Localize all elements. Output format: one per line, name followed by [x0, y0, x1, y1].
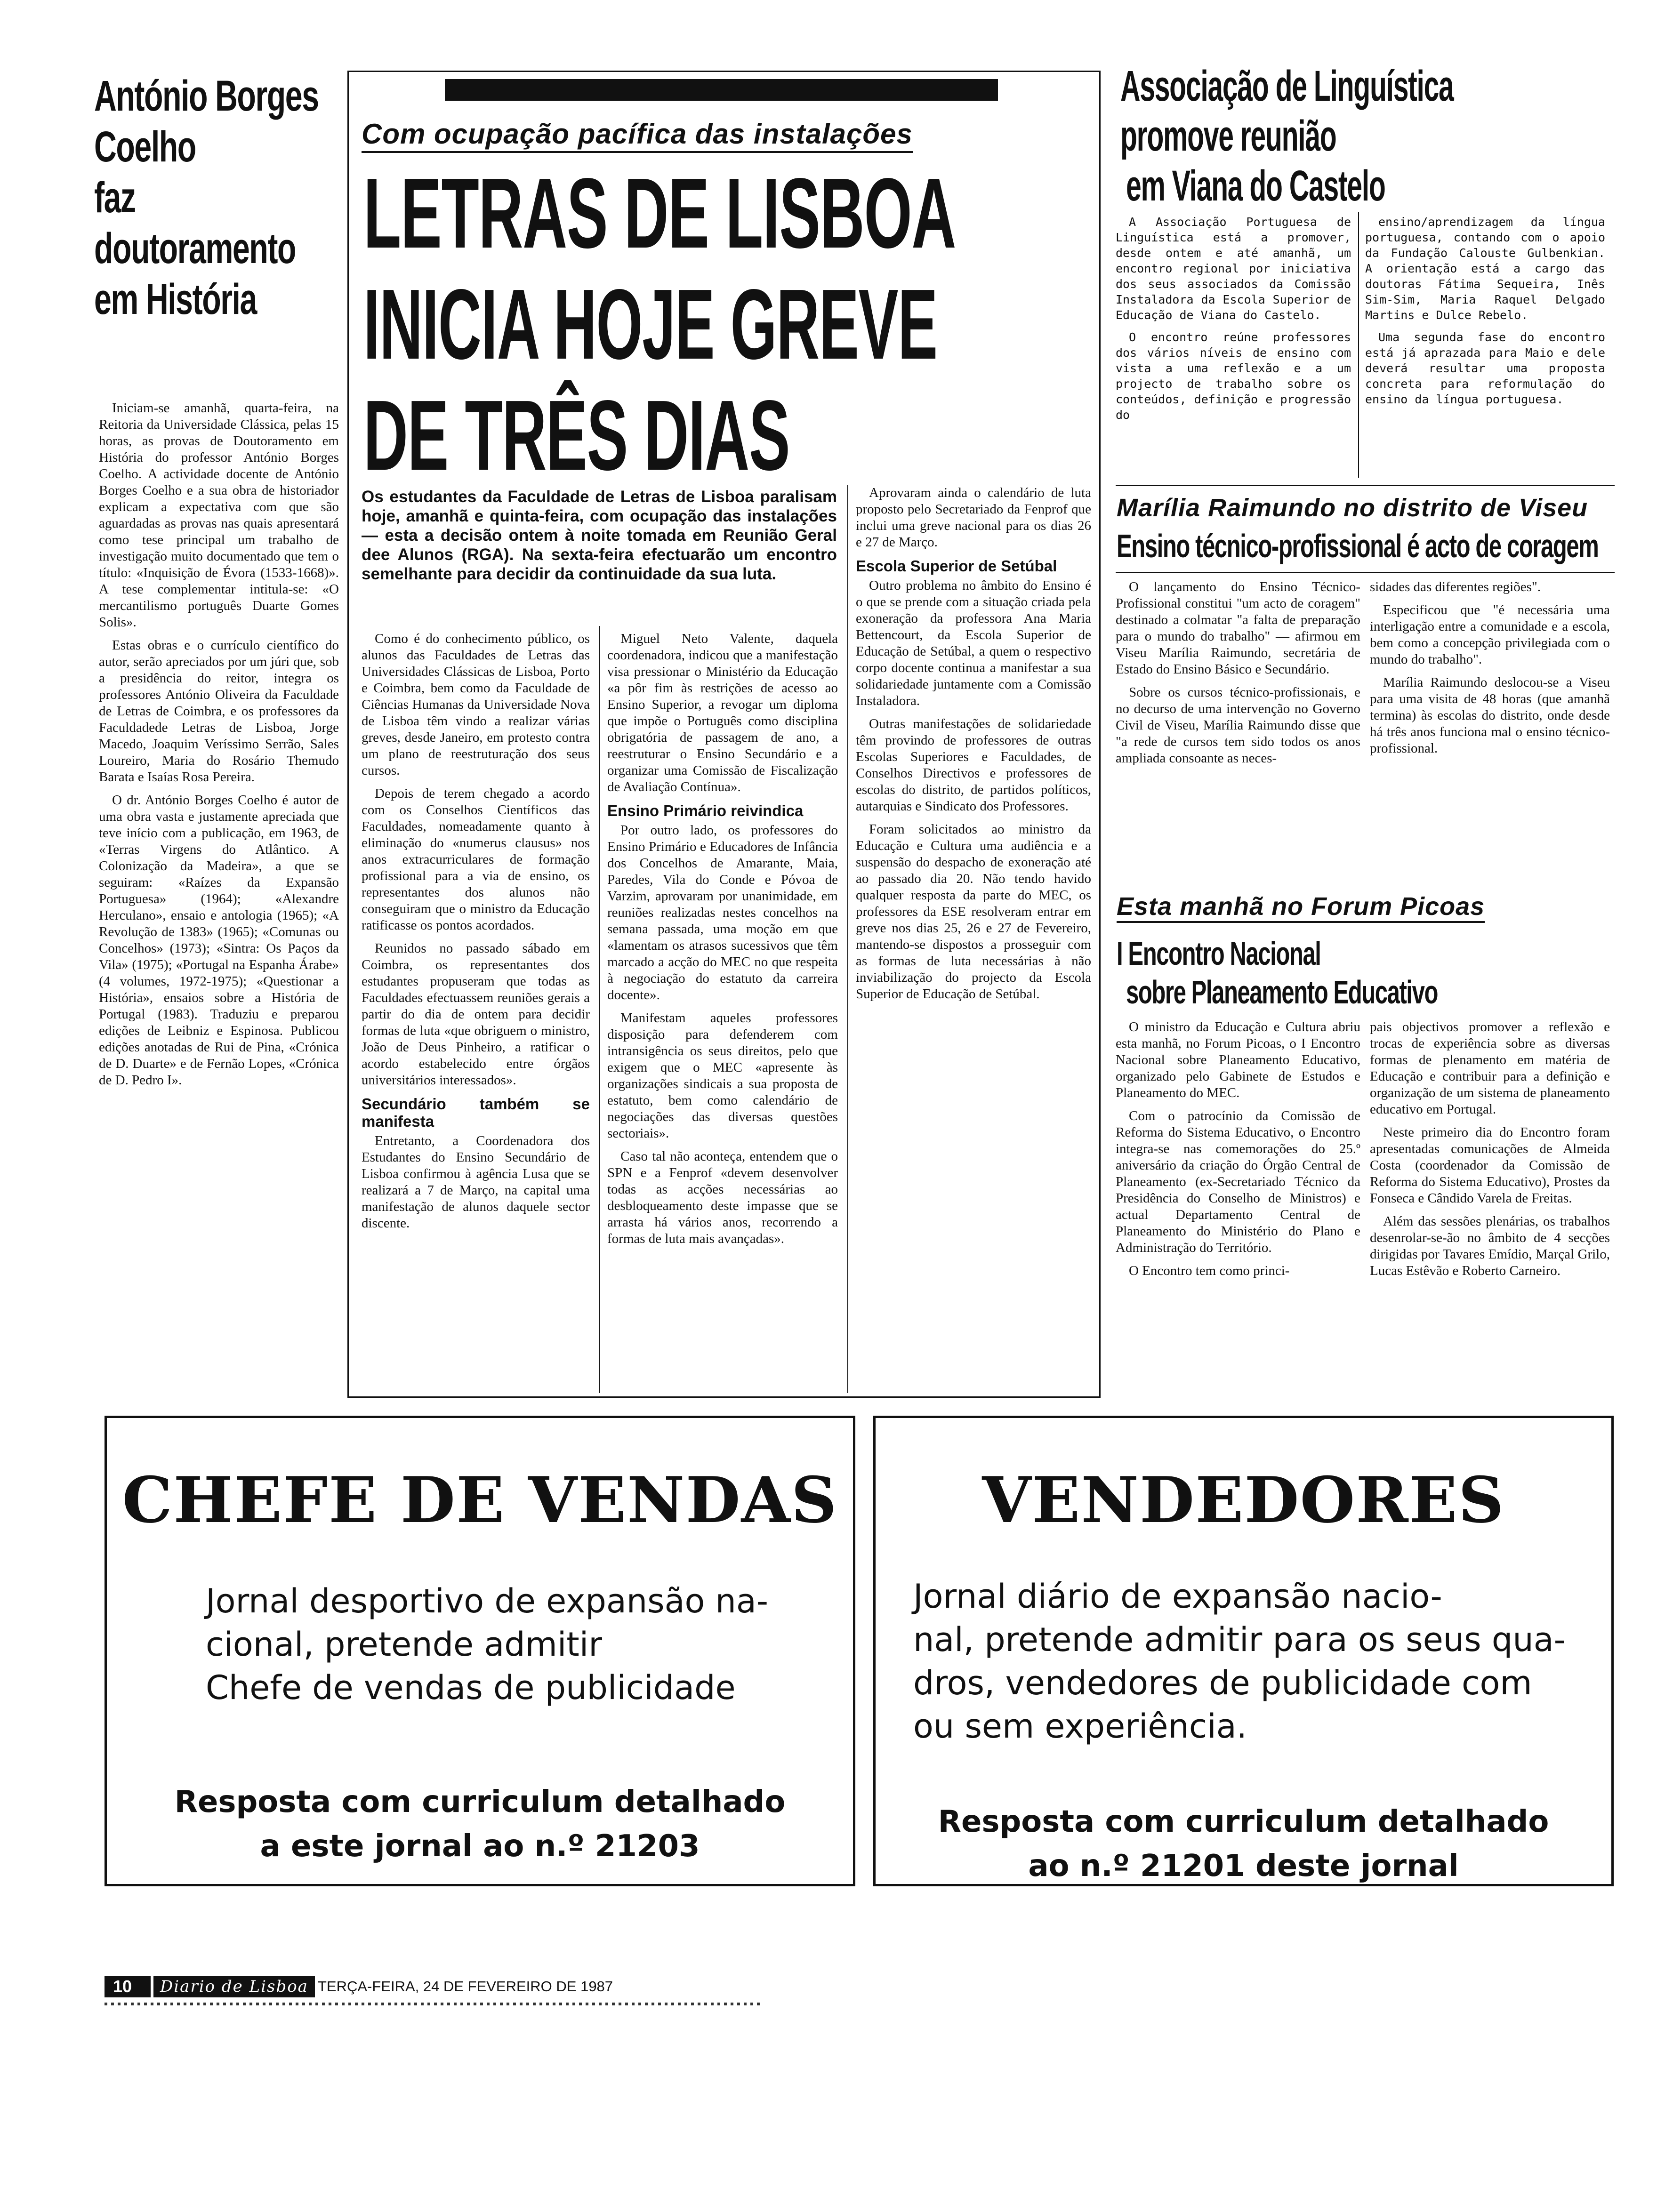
paragraph: O Encontro tem como princi-	[1129, 1263, 1290, 1278]
right-mid-col-2	[1370, 579, 1610, 763]
footer-rule	[105, 2003, 764, 2005]
headline-line: INICIA HOJE GREVE	[363, 268, 937, 380]
headline-line: em História	[94, 275, 257, 323]
paragraph: Entretanto, a Coordenadora dos Estudantes do Ensino Secundário de Lisboa confirmou à agência Lusa que se realizará a 7 de Março, na capital uma manifestação de alunos daquele sector discente.	[362, 1133, 590, 1231]
paragraph: O lançamento do Ensino Técnico-Profissional constitui "um acto de coragem" destinado a colmatar "a falta de preparação para o mundo do trabalho" — afirmou em Viseu Marília Raimundo, secretária de Estado do Ensino Básico e Secundário.	[1116, 579, 1360, 677]
paragraph: Neste primeiro dia do Encontro foram apresentadas comunicações de Almeida Costa (coordenador da Comissão de Reforma do Sistema Educativo), Prostes da Fonseca e Cândido Varela de Freitas.	[1370, 1125, 1610, 1206]
paragraph: Com o patrocínio da Comissão de Reforma do Sistema Educativo, o Encontro integra-se nas comemorações do 25.º aniversário da criação do Órgão Central de Planeamento (ex-Secretariado Técnico da Presidência do Conselho de Ministros) e actual Departamento Central de Planeamento do Ministério do Plano e Administração do Território.	[1116, 1108, 1360, 1255]
section-rule	[1116, 572, 1615, 573]
headline-line: Coelho	[94, 123, 196, 171]
right-bottom-kicker: Esta manhã no Forum Picoas	[1117, 892, 1485, 923]
paragraph: Depois de terem chegado a acordo com os Conselhos Científicos das Faculdades, nomeadamente quanto à eliminação do «numerus clausus» nos anos extracurriculares de formação profissional para a via de ensino, os representantes dos alunos não conseguiram que o ministro da Educação ratificasse os pontos acordados.	[362, 786, 590, 933]
headline-line: LETRAS DE LISBOA	[363, 157, 956, 269]
right-top-col-1	[1116, 214, 1351, 429]
center-col-1	[362, 631, 590, 1238]
right-bottom-col-2	[1370, 1019, 1610, 1286]
headline-line: em Viana do Castelo	[1126, 162, 1385, 210]
ad-body	[876, 1575, 1611, 1748]
ad-line: cional, pretende admitir	[206, 1625, 602, 1664]
paragraph: Estas obras e o currículo científico do autor, serão apreciados por um júri que, sob a presidência do reitor, integra os professores António Oliveira da Faculdade de Letras de Coimbra, e os professores da Faculdadede Letras de Lisboa, Jorge Macedo, Joaquim Veríssimo Serrão, Sales Loureiro, Maria do Rosário Themudo Barata e Isaías Rosa Pereira.	[99, 638, 339, 785]
ad-reply-line: Resposta com curriculum detalhado	[938, 1804, 1549, 1839]
paragraph: A Associação Portuguesa de Linguística está a promover, desde ontem e até amanhã, um encontro regional por iniciativa dos seus associados da Comissão Instaladora da Escola Superior de Educação de Viana do Castelo.	[1116, 215, 1351, 322]
paragraph: O encontro reúne professores dos vários níveis de ensino com vista a uma reflexão e a um projecto de trabalho sobre os conteúdos, definição e progressão do	[1116, 330, 1351, 422]
right-bottom-col-1	[1116, 1019, 1360, 1286]
paragraph: pais objectivos promover a reflexão e trocas de experiência sobre as diversas formas de plenamento em matéria de Educação e contribuir para a definição e organização de um sistema de planeamento educativo em Portugal.	[1370, 1019, 1610, 1117]
issue-date: TERÇA-FEIRA, 24 DE FEVEREIRO DE 1987	[317, 1978, 613, 1995]
paragraph: Outras manifestações de solidariedade têm provindo de professores de outras Escolas Superiores e Faculdades, de Conselhos Directivos e professores de escolas do distrito, de partidos políticos, autarquias e Sindicato dos Professores.	[856, 716, 1091, 814]
right-mid-kicker: Marília Raimundo no distrito de Viseu	[1117, 494, 1588, 522]
left-article-body	[99, 400, 339, 1095]
ad-line: Chefe de vendas de publicidade	[206, 1668, 736, 1707]
left-headline	[94, 71, 344, 325]
ad-reply	[107, 1780, 853, 1868]
column-rule	[599, 626, 600, 1393]
ad-title: CHEFE DE VENDAS	[122, 1463, 838, 1537]
paragraph: Reunidos no passado sábado em Coimbra, os representantes dos estudantes propuseram que todas as Faculdades efectuassem reuniões gerais a partir do dia de ontem para decidir formas de luta «que obriguem o ministro, João de Deus Pinheiro, a ratificar o acordo estabelecido entre órgãos universitários interessados».	[362, 941, 590, 1088]
ad-line: Jornal diário de expansão nacio-	[913, 1577, 1442, 1616]
paragraph: Foram solicitados ao ministro da Educação e Cultura uma audiência e a suspensão do despacho de exoneração até ao passado dia 20. Não tendo havido qualquer resposta da parte do MEC, os professores da ESE resolveram entrar em greve nos dias 25, 26 e 27 de Fevereiro, mantendo-se dispostos a prosseguir com as formas de luta necessárias à não inviabilização do projecto da Escola Superior de Educação de Setúbal.	[856, 822, 1091, 1002]
right-mid-headline	[1117, 526, 1657, 566]
right-mid-col-1	[1116, 579, 1360, 773]
paragraph: Marília Raimundo deslocou-se a Viseu para uma visita de 48 horas (que amanhã termina) às escolas do distrito, onde desde há três anos funciona mal o ensino técnico-profissional.	[1370, 675, 1610, 756]
paragraph: Aprovaram ainda o calendário de luta proposto pelo Secretariado da Fenprof que inclui uma greve nacional para os dias 26 e 27 de Março.	[856, 485, 1091, 550]
ad-reply-line: Resposta com curriculum detalhado	[174, 1785, 786, 1819]
center-lead: Os estudantes da Faculdade de Letras de Lisboa paralisam hoje, amanhã e quinta-feira, com ocupação das instalações — esta a decisão ontem à noite tomada em Reunião Geral dee Alunos (RGA). Na sexta-feira efectuarão um encontro semelhante para decidir da continuidade da sua luta.	[362, 488, 837, 583]
center-kicker: Com ocupação pacífica das instalações	[362, 118, 913, 153]
paragraph: Além das sessões plenárias, os trabalhos desenrolar-se-ão no âmbito de 4 secções dirigidas por Tavares Emídio, Marçal Grilo, Lucas Estêvão e Roberto Carneiro.	[1370, 1214, 1610, 1278]
headline-line: I Encontro Nacional	[1117, 935, 1321, 972]
headline-line: Associação de Linguística	[1120, 62, 1454, 110]
ad-line: nal, pretende admitir para os seus qua-	[913, 1620, 1566, 1659]
ad-chefe-de-vendas	[105, 1416, 855, 1886]
paragraph: Uma segunda fase do encontro está já aprazada para Maio e dele deverá resultar uma proposta concreta para reformulação do ensino da língua portuguesa.	[1365, 330, 1605, 406]
page-number: 10	[105, 1976, 151, 1997]
paragraph: Sobre os cursos técnico-profissionais, e no decurso de uma intervenção no Governo Civil de Viseu, Marília Raimundo disse que "a rede de cursos tem sido todos os anos ampliada consoante as neces-	[1116, 685, 1360, 766]
headline-line: António Borges	[94, 72, 319, 120]
ad-line: Jornal desportivo de expansão na-	[206, 1582, 769, 1620]
ad-reply-line: a este jornal ao n.º 21203	[260, 1829, 700, 1864]
left-article	[94, 71, 344, 362]
column-rule	[1358, 212, 1359, 478]
right-top-headline	[1120, 61, 1641, 211]
paragraph: Caso tal não aconteça, entendem que o SPN e a Fenprof «devem desenvolver todas as acções necessárias ao desbloqueamento deste impasse que se arrasta há vários anos, recorrendo a formas de luta mais avançadas».	[607, 1149, 838, 1246]
headline-line: sobre Planeamento Educativo	[1126, 974, 1438, 1010]
ad-line: ou sem experiência.	[913, 1707, 1247, 1746]
ad-body	[107, 1579, 853, 1709]
headline-line: Ensino técnico-profissional é acto de coragem	[1117, 528, 1599, 564]
masthead-logo: Diario de Lisboa	[153, 1976, 315, 1997]
headline-line: DE TRÊS DIAS	[363, 379, 790, 491]
right-bottom-headline	[1117, 934, 1571, 1011]
section-rule	[1116, 485, 1615, 486]
subheading: Escola Superior de Setúbal	[856, 557, 1057, 575]
subheading: Ensino Primário reivindica	[607, 802, 804, 819]
headline-line: doutoramento	[94, 224, 296, 272]
paragraph: Iniciam-se amanhã, quarta-feira, na Reitoria da Universidade Clássica, pelas 15 horas, as provas de Doutoramento em História do professor António Borges Coelho. A actividade docente de António Borges Coelho e a sua obra de historiador explicam a expectativa com que são aguardadas as provas nas quais apresentará como tese principal um trabalho de investigação muito documentado que tem o título: «Inquisição de Évora (1533-1668)». A tese complementar intitula-se: «O mercantilismo português Duarte Gomes Solis».	[99, 401, 339, 630]
column-rule	[847, 485, 848, 1393]
paragraph: sidades das diferentes regiões".	[1370, 579, 1541, 594]
subheading: Secundário também se manifesta	[362, 1095, 590, 1130]
ad-reply-line: ao n.º 21201 deste jornal	[1028, 1849, 1459, 1883]
paragraph: Outro problema no âmbito do Ensino é o que se prende com a situação criada pela exoneração da professora Ana Maria Bettencourt, da Escola Superior de Educação de Setúbal, a quem o respectivo corpo docente continua a manifestar a sua solidariedade juntamente com a Comissão Instaladora.	[856, 578, 1091, 708]
center-top-bar	[445, 79, 998, 101]
center-col-3	[856, 485, 1091, 1009]
paragraph: Miguel Neto Valente, daquela coordenadora, indicou que a manifestação visa pressionar o Ministério da Educação «a pôr fim às restrições de acesso ao Ensino Superior, a revogar um diploma que impõe o Português como disciplina obrigatória de passagem de ano, a reestruturar o Ensino Secundário e a organizar uma Comissão de Fiscalização de Avaliação Contínua».	[607, 631, 838, 794]
paragraph: Por outro lado, os professores do Ensino Primário e Educadores de Infância dos Concelhos de Amarante, Maia, Paredes, Vila do Conde e Póvoa de Varzim, aprovaram por unanimidade, em reuniões realizadas nestes concelhos na semana passada, uma moção em que «lamentam os atrasos sucessivos que têm marcado a acção do MEC no que respeita à negociação do estatuto da carreira docente».	[607, 823, 838, 1002]
headline-line: faz	[94, 174, 136, 222]
ad-line: dros, vendedores de publicidade com	[913, 1664, 1532, 1702]
paragraph: Como é do conhecimento público, os alunos das Faculdades de Letras das Universidades Clássicas de Lisboa, Porto e Coimbra, bem como da Faculdade de Ciências Humanas da Universidade Nova de Lisboa têm vindo a realizar várias greves, desde Janeiro, em protesto contra um plano de reestruturação dos seus cursos.	[362, 631, 590, 778]
ad-reply	[876, 1800, 1611, 1888]
paragraph: O ministro da Educação e Cultura abriu esta manhã, no Forum Picoas, o I Encontro Nacional sobre Planeamento Educativo, organizado pelo Gabinete de Estudos e Planeamento do MEC.	[1116, 1019, 1360, 1100]
paragraph: ensino/aprendizagem da língua portuguesa, contando com o apoio da Fundação Calouste Gulbenkian. A orientação está a cargo das doutoras Fátima Sequeira, Inês Sim-Sim, Maria Raquel Delgado Martins e Dulce Rebelo.	[1365, 215, 1605, 322]
paragraph: Especificou que "é necessária uma interligação entre a comunidade e a escola, bem como a concepção privilegiada com o mundo do trabalho".	[1370, 602, 1610, 667]
headline-line: promove reunião	[1120, 112, 1336, 160]
right-top-col-2	[1365, 214, 1605, 414]
ad-vendedores	[873, 1416, 1614, 1886]
paragraph: Manifestam aqueles professores disposição para defenderem com intransigência os seus direitos, pelo que exigem que o MEC «apresente às organizações sindicais a sua proposta de estatuto, bem como calendário de negociações das diversas questões sectoriais».	[607, 1010, 838, 1141]
paragraph: O dr. António Borges Coelho é autor de uma obra vasta e justamente apreciada que teve início com a publicação, em 1963, de «Terras Virgens do Atlântico. A Colonização da Madeira», a que se seguiram: «Raízes da Expansão Portuguesa» (1964); «Alexandre Herculano», ensaio e antologia (1965); «A Revolução de 1383» (1965); «Comunas ou Concelhos» (1973); «Sintra: Os Paços da Vila» (1975); «Portugal na Espanha Árabe» (4 volumes, 1972-1975); «Questionar a História», ensaios sobre a História de Portugal (1983). Traduziu e preparou edições de Leibniz e Espinosa. Publicou edições anotadas de Rui de Pina, «Crónica de D. Duarte» e de Fernão Lopes, «Crónica de D. Pedro I».	[99, 793, 339, 1088]
footer	[105, 1976, 764, 1997]
ad-title: VENDEDORES	[982, 1463, 1505, 1537]
center-col-2	[607, 631, 838, 1254]
